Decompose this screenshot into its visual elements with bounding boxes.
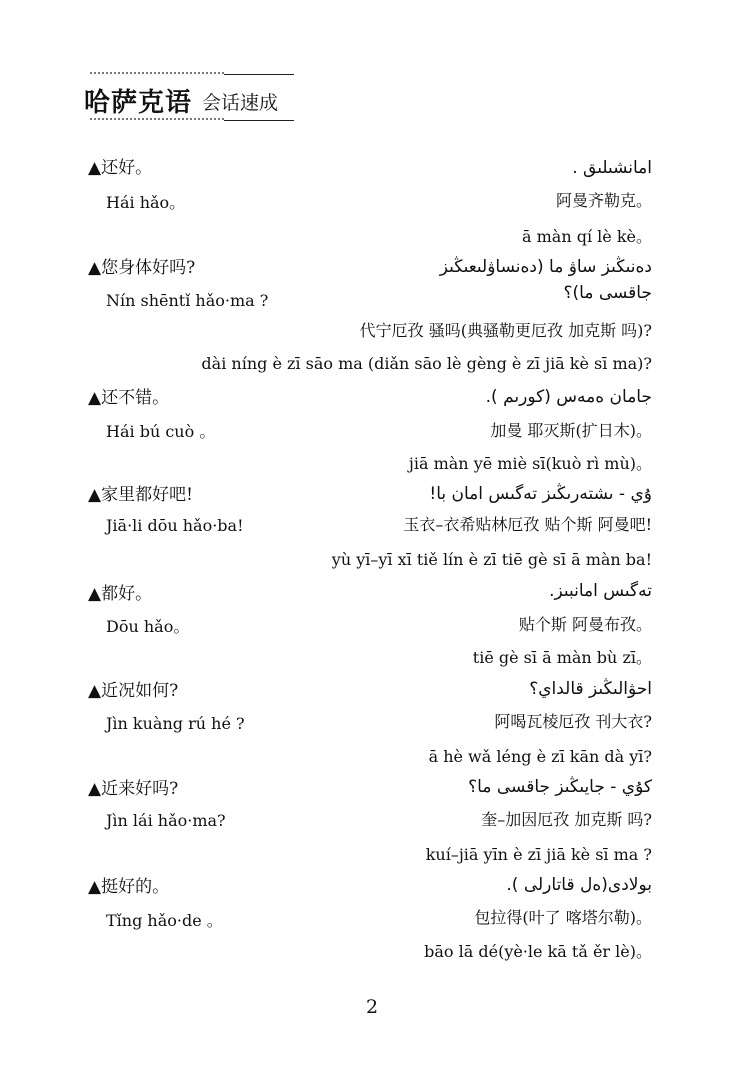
entry-kazakh: جامان ەمەس (كورىم ). <box>485 387 652 407</box>
book-title: 哈萨克语 <box>84 88 193 118</box>
entry-phonetic-chinese: 代宁厄孜 骚吗(典骚勒更厄孜 加克斯 吗)? <box>359 321 652 340</box>
entry-chinese: ▲近况如何? <box>88 681 179 701</box>
header-rule-bottom <box>224 120 294 121</box>
entry-phonetic-pinyin: ā hè wǎ léng è zī kān dà yī? <box>428 747 652 766</box>
entry-chinese: ▲挺好的。 <box>88 877 170 897</box>
entry-kazakh: ۇي - ىشتەرىڭىز تەگىس امان با! <box>429 484 652 504</box>
entry-pinyin: Nín shēntǐ hǎo·ma ? <box>106 291 269 310</box>
header-rule-top <box>224 74 294 75</box>
entry-chinese: ▲还好。 <box>88 158 153 178</box>
entry-phonetic-chinese: 加曼 耶灭斯(扩日木)。 <box>490 421 652 440</box>
entry-pinyin: Hái bú cuò 。 <box>106 422 216 441</box>
entry-chinese: ▲家里都好吧! <box>88 485 193 505</box>
entry-kazakh: دەنىڭىز ساۋ ما (دەنساۋلىعىڭىز <box>439 257 652 277</box>
entry-phonetic-chinese: 贴个斯 阿曼布孜。 <box>518 615 652 634</box>
entry-phonetic-pinyin: bāo lā dé(yè·le kā tǎ ěr lè)。 <box>424 942 652 961</box>
entry-phonetic-chinese: 阿曼齐勒克。 <box>555 191 652 210</box>
entry-chinese: ▲还不错。 <box>88 388 170 408</box>
entry-chinese: ▲您身体好吗? <box>88 258 196 278</box>
entry-kazakh: تەگىس امانبىز. <box>549 581 652 601</box>
entry-phonetic-pinyin: ā màn qí lè kè。 <box>521 227 652 246</box>
entry-phonetic-pinyin: tiē gè sī ā màn bù zī。 <box>472 648 652 667</box>
entry-phonetic-pinyin: yù yī–yī xī tiě lín è zī tiē gè sī ā màn ba! <box>331 550 652 569</box>
entry-chinese: ▲近来好吗? <box>88 779 179 799</box>
entry-kazakh: كۇي - جايىڭىز جاقسى ما؟ <box>468 777 652 797</box>
entry-pinyin: Jìn kuàng rú hé ? <box>106 714 245 733</box>
entry-kazakh: احۋالىڭىز قالداي؟ <box>529 679 652 699</box>
entry-pinyin: Tǐng hǎo·de 。 <box>106 911 223 930</box>
entry-phonetic-chinese: 奎–加因厄孜 加克斯 吗? <box>481 810 652 829</box>
book-subtitle: 会话速成 <box>202 92 279 114</box>
entry-pinyin: Dōu hǎo。 <box>106 617 190 636</box>
entry-phonetic-pinyin: dài níng è zī sāo ma (diǎn sāo lè gèng è zī jiā kè sī ma)? <box>201 354 652 373</box>
entry-phonetic-pinyin: kuí–jiā yīn è zī jiā kè sī ma ? <box>425 845 652 864</box>
entry-kazakh: امانشىلىق . <box>572 158 652 178</box>
ornament-top <box>90 72 224 74</box>
page-number: 2 <box>365 996 379 1018</box>
book-header <box>84 64 294 128</box>
entry-kazakh: جاقسى ما)؟ <box>563 283 652 303</box>
entry-phonetic-pinyin: jiā màn yē miè sī(kuò rì mù)。 <box>408 454 652 473</box>
entry-chinese: ▲都好。 <box>88 584 153 604</box>
entry-kazakh: بولادى(ەل قاتارلى ). <box>506 875 652 895</box>
ornament-bottom <box>90 118 224 120</box>
entry-phonetic-chinese: 包拉得(叶了 喀塔尔勒)。 <box>474 908 652 927</box>
entry-pinyin: Jiā·li dōu hǎo·ba! <box>106 516 244 535</box>
entry-phonetic-chinese: 玉衣–衣希贴林厄孜 贴个斯 阿曼吧! <box>403 515 652 534</box>
entry-phonetic-chinese: 阿喝瓦棱厄孜 刊大衣? <box>494 712 652 731</box>
entry-pinyin: Hái hǎo。 <box>106 193 186 212</box>
entry-pinyin: Jìn lái hǎo·ma? <box>106 811 226 830</box>
